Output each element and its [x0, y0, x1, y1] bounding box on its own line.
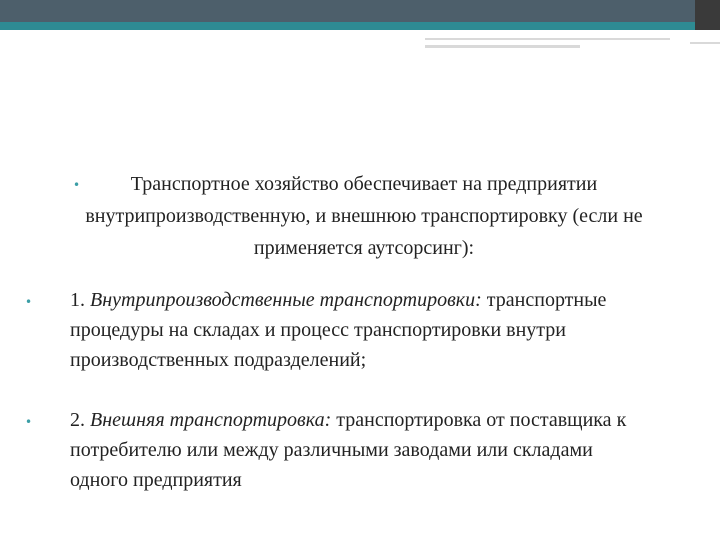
list-item-2	[70, 405, 630, 495]
bullet-icon: •	[25, 415, 33, 429]
item-number: 1.	[70, 289, 85, 311]
intro-paragraph: Транспортное хозяйство обеспечивает на предприятии внутрипроизводственную, и внешнюю транспортировку (если не применяется аутсорсинг):	[85, 173, 643, 259]
item-title: Внешняя транспортировка:	[90, 409, 332, 431]
item-number: 2.	[70, 409, 85, 431]
list-item-1	[70, 285, 630, 375]
decorative-rule	[690, 42, 720, 44]
decorative-rule	[425, 38, 670, 40]
header-band-teal	[0, 22, 720, 30]
bullet-icon: •	[73, 178, 81, 192]
item-body: транспортировка от поставщика к потребителю или между различными заводами или складами одного предприятия	[70, 409, 627, 491]
header-band-dark	[0, 0, 720, 22]
decorative-rule	[425, 45, 580, 48]
item-body: транспортные процедуры на складах и процесс транспортировки внутри производственных подразделений;	[70, 289, 607, 371]
item-title: Внутрипроизводственные транспортировки:	[90, 289, 482, 311]
header-corner-block	[695, 0, 720, 30]
bullet-icon: •	[25, 295, 33, 309]
